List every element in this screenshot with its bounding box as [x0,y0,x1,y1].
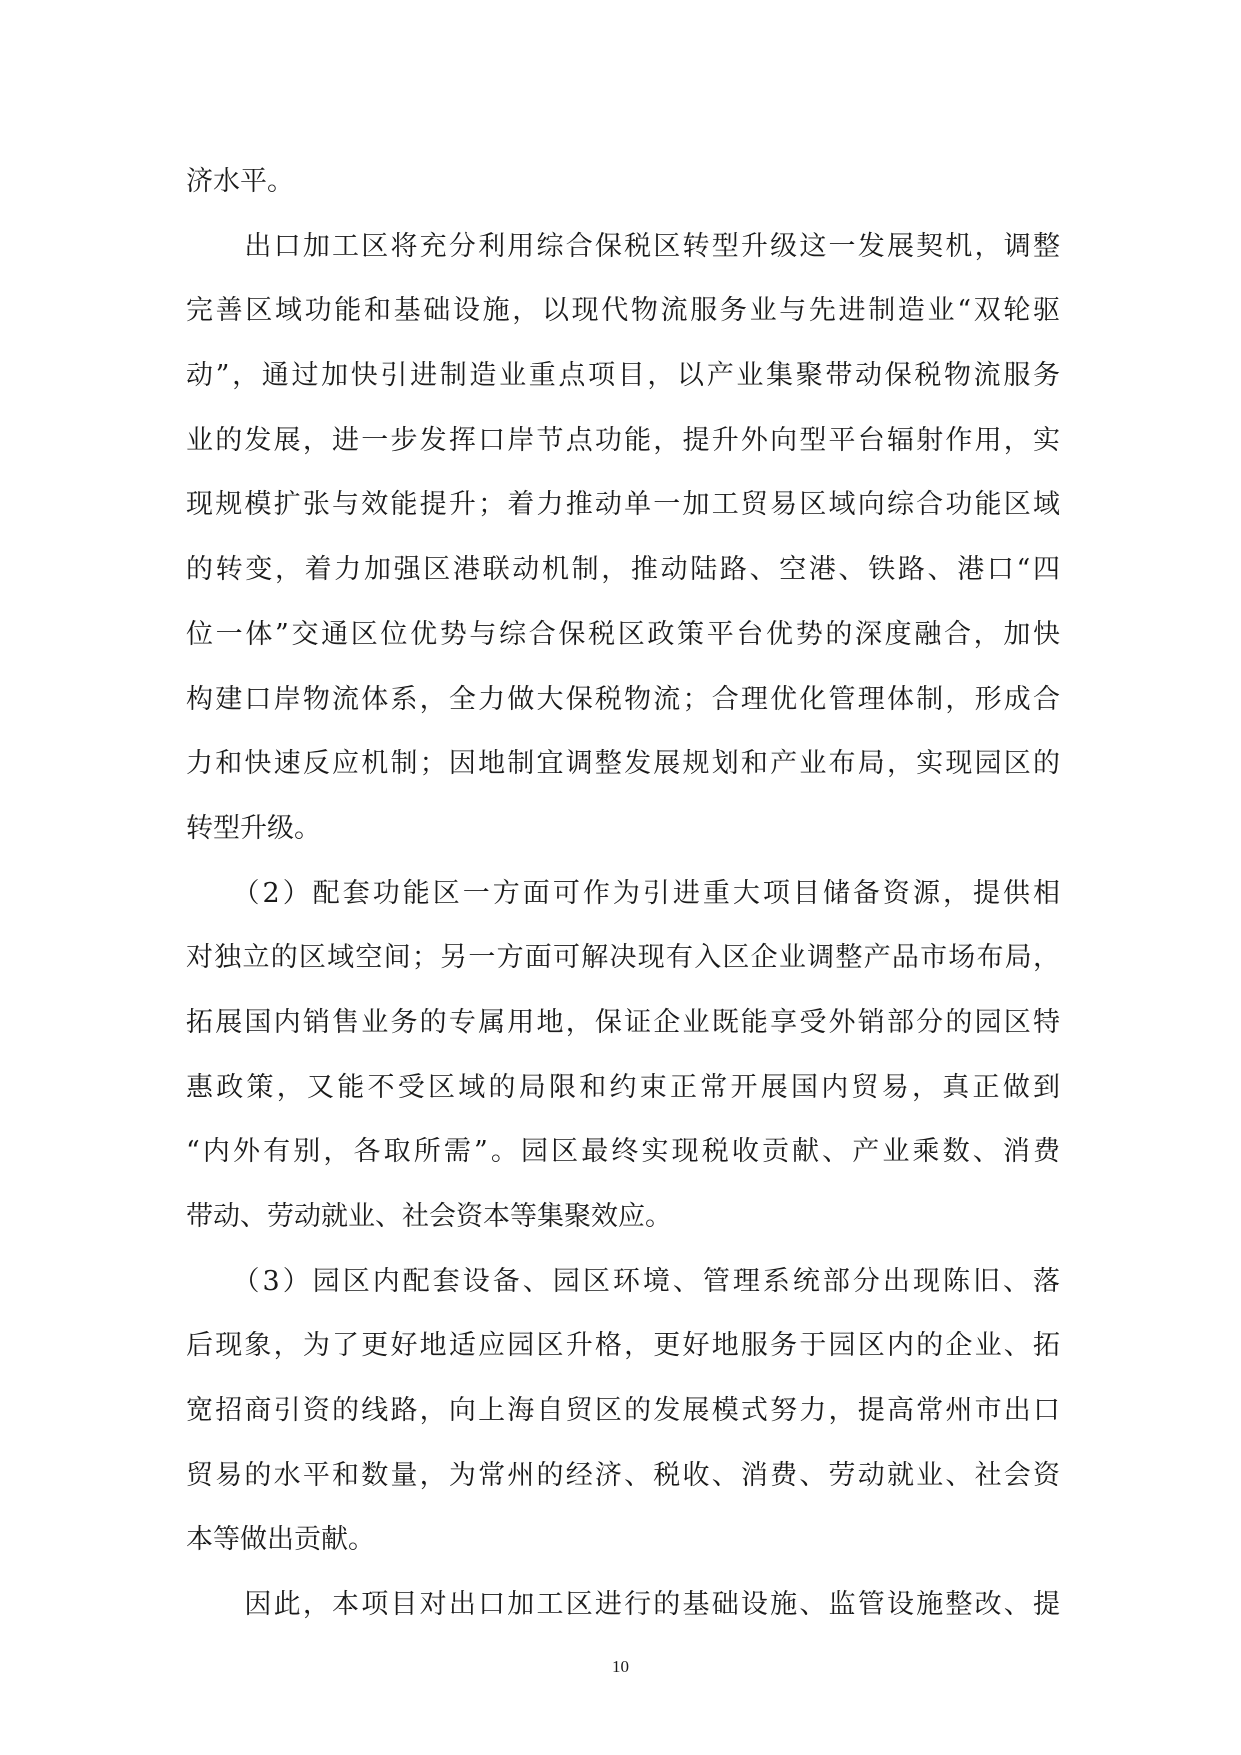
text-line: 宽招商引资的线路，向上海自贸区的发展模式努力，提高常州市出口 [186,1395,1060,1427]
text-line: 力和快速反应机制；因地制宜调整发展规划和产业布局，实现园区的 [186,748,1060,780]
document-body [186,150,1060,1638]
text-line: （2）配套功能区一方面可作为引进重大项目储备资源，提供相 [186,877,1060,909]
text-line: 动”，通过加快引进制造业重点项目，以产业集聚带动保税物流服务 [186,360,1060,392]
text-line: 的转变，着力加强区港联动机制，推动陆路、空港、铁路、港口“四 [186,554,1060,586]
text-line: 现规模扩张与效能提升；着力推动单一加工贸易区域向综合功能区域 [186,489,1060,521]
text-line: 贸易的水平和数量，为常州的经济、税收、消费、劳动就业、社会资 [186,1459,1060,1491]
text-line: 后现象，为了更好地适应园区升格，更好地服务于园区内的企业、拓 [186,1330,1060,1362]
text-line: 因此，本项目对出口加工区进行的基础设施、监管设施整改、提 [186,1589,1060,1621]
text-line: “内外有别，各取所需”。园区最终实现税收贡献、产业乘数、消费 [186,1136,1060,1168]
text-line: 完善区域功能和基础设施，以现代物流服务业与先进制造业“双轮驱 [186,295,1060,327]
text-line: 出口加工区将充分利用综合保税区转型升级这一发展契机，调整 [186,230,1060,262]
text-line: 位一体”交通区位优势与综合保税区政策平台优势的深度融合，加快 [186,618,1060,650]
page-number: 10 [612,1657,629,1676]
text-line: 济水平。 [186,166,294,197]
text-line: （3）园区内配套设备、园区环境、管理系统部分出现陈旧、落 [186,1265,1060,1297]
text-line: 对独立的区域空间；另一方面可解决现有入区企业调整产品市场布局， [186,942,1060,974]
text-line: 惠政策，又能不受区域的局限和约束正常开展国内贸易，真正做到 [186,1071,1060,1103]
text-line: 转型升级。 [186,812,321,844]
text-line: 本等做出贡献。 [186,1524,375,1556]
text-line: 带动、劳动就业、社会资本等集聚效应。 [186,1201,672,1232]
text-line: 业的发展，进一步发挥口岸节点功能，提升外向型平台辐射作用，实 [186,424,1060,456]
text-line: 拓展国内销售业务的专属用地，保证企业既能享受外销部分的园区特 [186,1006,1060,1038]
text-line: 构建口岸物流体系，全力做大保税物流；合理优化管理体制，形成合 [186,683,1060,715]
